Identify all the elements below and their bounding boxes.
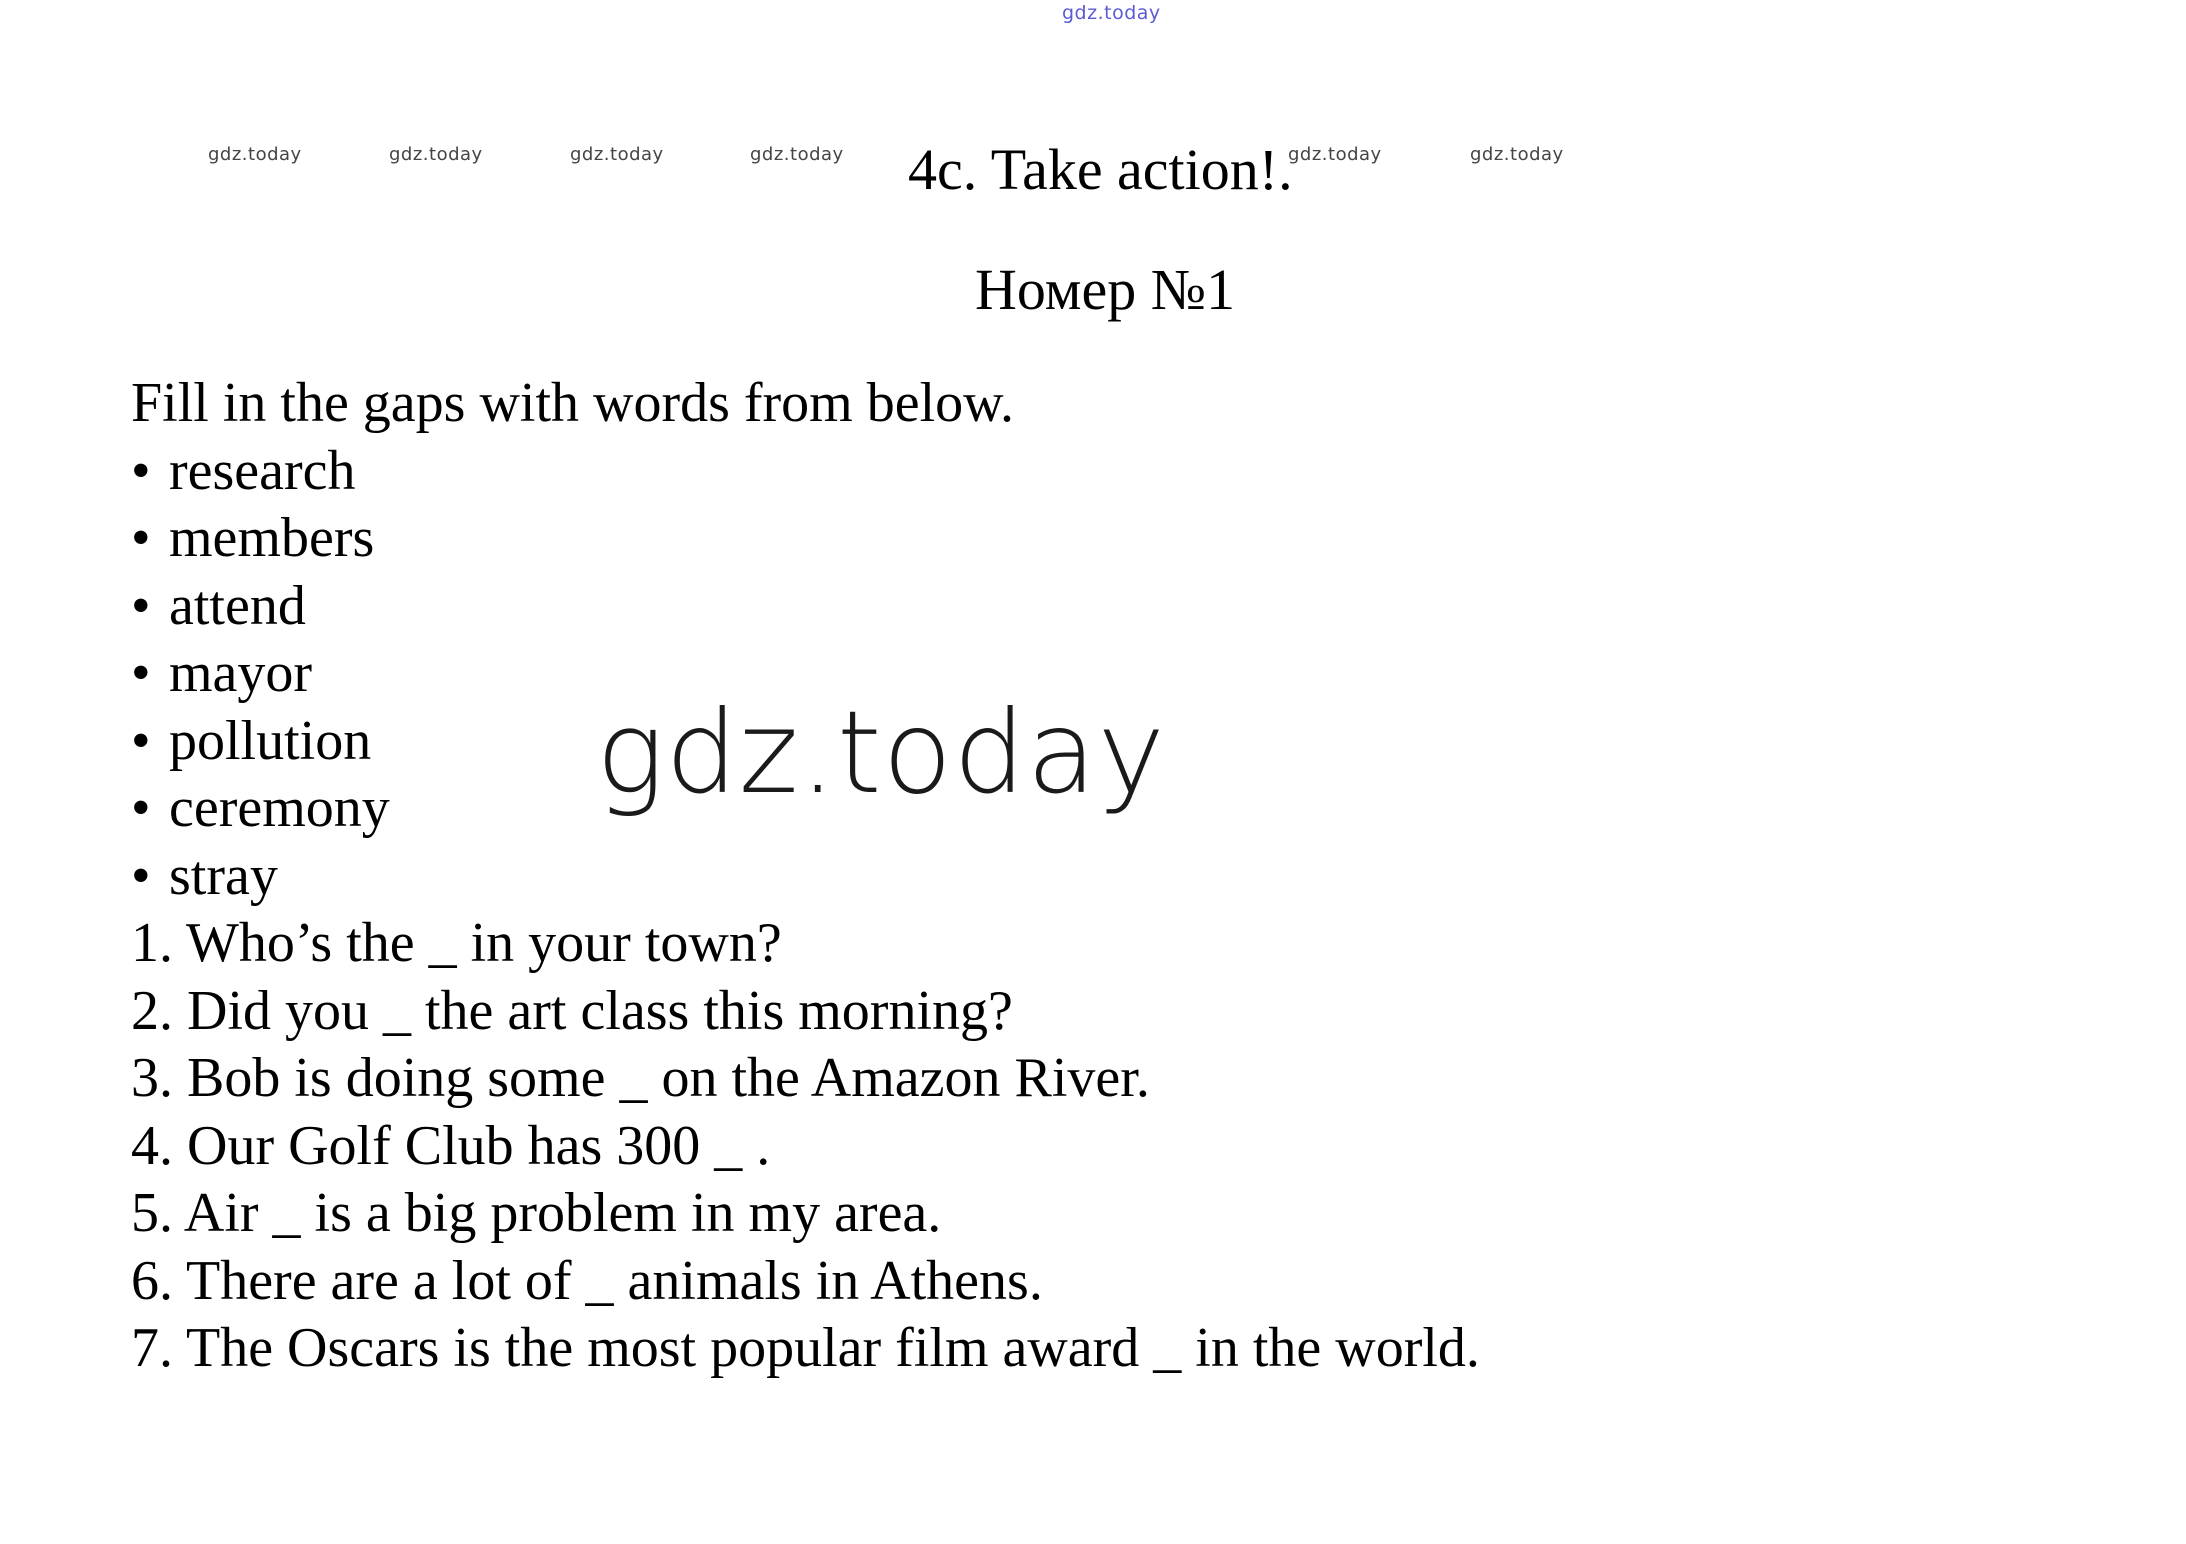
- word-list-item: [131, 438, 1480, 506]
- word-attend: attend: [169, 574, 306, 637]
- page-title: 4c. Take action!.: [908, 137, 1293, 202]
- word-list-item: [131, 505, 1480, 573]
- watermark-row-1: gdz.today: [208, 144, 302, 165]
- watermark-top: gdz.today: [1062, 2, 1161, 24]
- word-list-item: [131, 843, 1480, 911]
- sentence-2: 2. Did you _ the art class this morning?: [131, 979, 1013, 1042]
- word-members: members: [169, 507, 375, 569]
- exercise-number: Номер №1: [975, 257, 1236, 322]
- sentence-5: 5. Air _ is a big problem in my area.: [131, 1182, 942, 1244]
- bullet-icon: •: [131, 844, 151, 907]
- watermark-row-6: gdz.today: [1470, 144, 1564, 165]
- watermark-row-5: gdz.today: [1288, 144, 1382, 165]
- bullet-icon: •: [131, 642, 151, 704]
- bullet-icon: •: [131, 574, 151, 637]
- watermark-large: gdz.today: [596, 686, 1166, 819]
- word-research: research: [169, 439, 356, 502]
- bullet-icon: •: [131, 709, 151, 772]
- sentence-1: 1. Who’s the _ in your town?: [131, 912, 782, 974]
- watermark-row-4: gdz.today: [750, 144, 844, 165]
- sentence-6: 6. There are a lot of _ animals in Athens.: [131, 1249, 1043, 1312]
- word-ceremony: ceremony: [169, 777, 390, 839]
- watermark-row-2: gdz.today: [389, 144, 483, 165]
- exercise-body: [131, 370, 1480, 1383]
- word-list-item: [131, 573, 1480, 641]
- sentence-3: 3. Bob is doing some _ on the Amazon River.: [131, 1047, 1150, 1109]
- word-stray: stray: [169, 844, 278, 907]
- sentence-4: 4. Our Golf Club has 300 _ .: [131, 1114, 771, 1177]
- sentence-7: 7. The Oscars is the most popular film award _ in the world.: [131, 1317, 1480, 1379]
- bullet-icon: •: [131, 777, 151, 839]
- bullet-icon: •: [131, 507, 151, 569]
- word-mayor: mayor: [169, 642, 313, 704]
- instruction: Fill in the gaps with words from below.: [131, 372, 1014, 434]
- bullet-icon: •: [131, 439, 151, 502]
- word-pollution: pollution: [169, 709, 372, 772]
- watermark-row-3: gdz.today: [570, 144, 664, 165]
